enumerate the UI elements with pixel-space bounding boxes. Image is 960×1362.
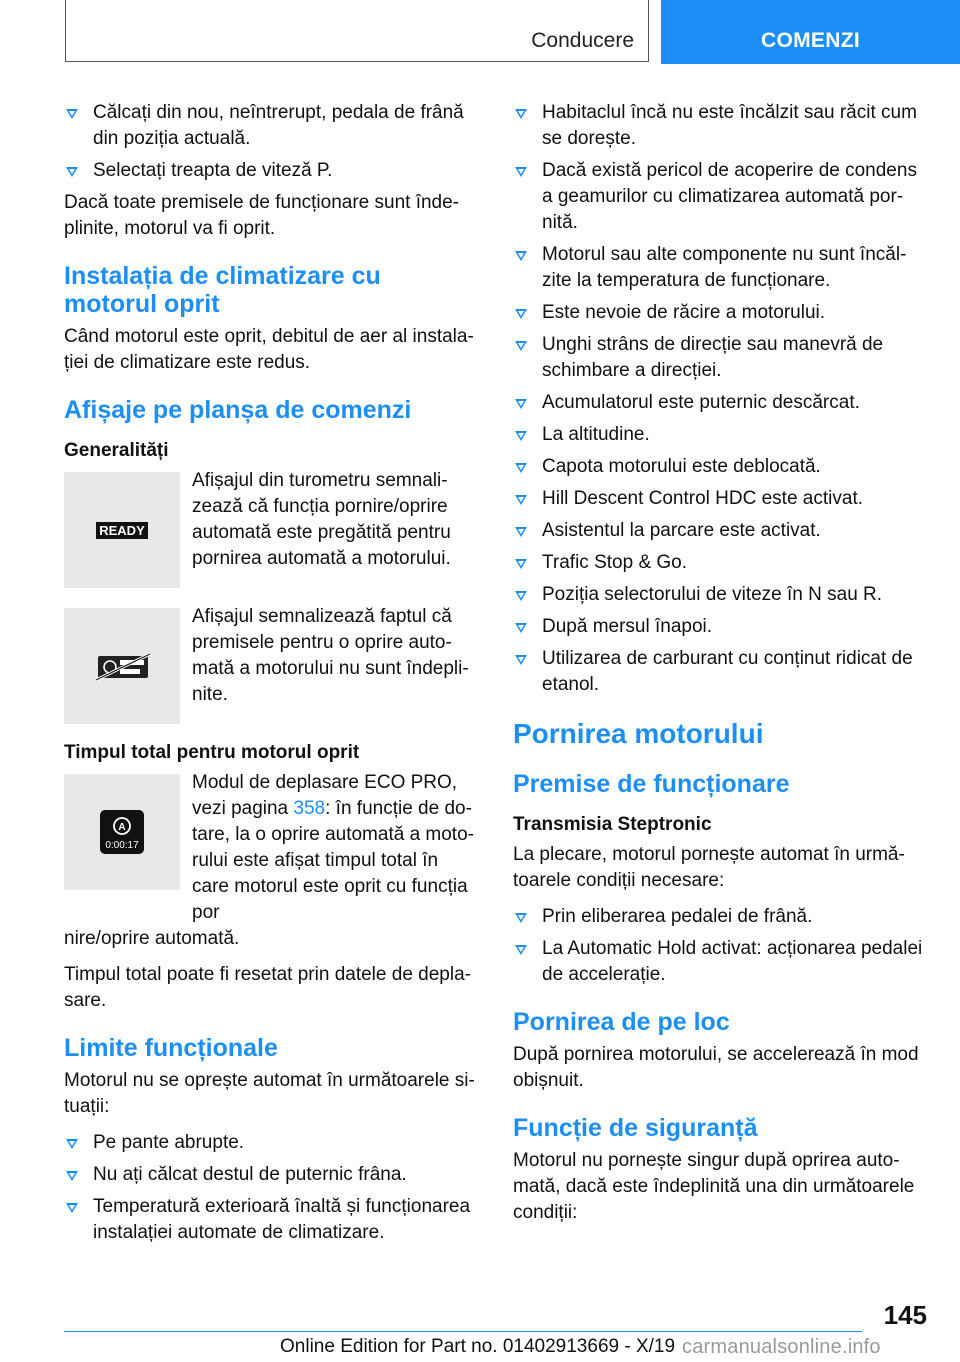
heading-steptronic: Transmisia Steptronic — [513, 814, 712, 835]
triangle-bullet-icon — [515, 251, 527, 261]
page-header — [0, 0, 960, 66]
svg-text:A: A — [118, 822, 126, 833]
triangle-bullet-icon — [515, 167, 527, 177]
display-not-ready-text: Afișajul semnalizează faptul că premisele pentru o oprire automată a motorului nu sunt îndeplinite. — [192, 606, 469, 705]
list-item: Habitaclul încă nu este încălzit sau răcit cum se dorește. — [513, 100, 929, 152]
display-not-ready — [64, 604, 478, 722]
bullet-list-limits-left — [64, 1130, 478, 1246]
ready-indicator-image — [64, 472, 180, 588]
list-item: Poziția selectorului de viteze în N sau R. — [513, 582, 929, 608]
footer-watermark: carmanualsonline.info — [682, 1336, 881, 1358]
list-item: Este nevoie de răcire a motorului. — [513, 300, 929, 326]
triangle-bullet-icon — [66, 1139, 78, 1149]
heading-climate: Instalația de climatizare cu motorul oprit — [64, 262, 381, 318]
list-item: Prin eliberarea pedalei de frână. — [513, 904, 929, 930]
bullet-list-steptronic — [513, 904, 929, 988]
list-item: Capota motorului este deblocată. — [513, 454, 929, 480]
heading-safety: Funcție de siguranță — [513, 1114, 758, 1142]
list-item: Trafic Stop & Go. — [513, 550, 929, 576]
triangle-bullet-icon — [66, 109, 78, 119]
display-total-time-text: Modul de deplasare ECO PRO, vezi pagina 358: în funcție de dotare, la o oprire automată a motorului este afișat timpul total în care motorul este oprit cu funcția por — [192, 772, 474, 923]
paragraph-climate: Când motorul este oprit, debitul de aer al instalației de climatizare este redus. — [64, 326, 474, 373]
triangle-bullet-icon — [515, 495, 527, 505]
display-ready-text: Afișajul din turometru semnalizează că funcția pornire/oprire automată este pregătită pentru pornirea automată a motorului. — [192, 470, 451, 569]
list-item: La altitudine. — [513, 422, 929, 448]
paragraph-safety: Motorul nu pornește singur după oprirea automată, dacă este îndeplinită una din următoarele condiții: — [513, 1150, 915, 1223]
triangle-bullet-icon — [66, 1171, 78, 1181]
list-item: Utilizarea de carburant cu conținut ridicat de etanol. — [513, 646, 929, 698]
list-item: Temperatură exterioară înaltă și funcționarea instalației automate de climatizare. — [64, 1194, 478, 1246]
triangle-bullet-icon — [515, 399, 527, 409]
list-item: După mersul înapoi. — [513, 614, 929, 640]
triangle-bullet-icon — [515, 109, 527, 119]
stop-timer-value: 0:00:17 — [105, 840, 139, 851]
heading-general: Generalități — [64, 440, 169, 461]
list-item: Selectați treapta de viteză P. — [64, 158, 478, 184]
triangle-bullet-icon — [66, 167, 78, 177]
list-item: Călcați din nou, neîntrerupt, pedala de frână din poziția actuală. — [64, 100, 478, 152]
page-number: 145 — [883, 1300, 927, 1330]
list-item: Nu ați călcat destul de puternic frâna. — [64, 1162, 478, 1188]
heading-engine-start: Pornirea motorului — [513, 718, 764, 749]
list-item: Motorul sau alte componente nu sunt încălzite la temperatura de funcționare. — [513, 242, 929, 294]
list-item: La Automatic Hold activat: acționarea pedalei de accelerație. — [513, 936, 929, 988]
triangle-bullet-icon — [515, 655, 527, 665]
heading-total-time: Timpul total pentru motorul oprit — [64, 742, 360, 763]
footer-divider — [64, 1331, 862, 1332]
left-column — [64, 100, 478, 1252]
triangle-bullet-icon — [515, 431, 527, 441]
heading-premises: Premise de funcționare — [513, 770, 790, 798]
footer-edition: Online Edition for Part no. 01402913669 - X/19 — [280, 1336, 676, 1357]
paragraph-reset: Timpul total poate fi resetat prin datele de deplasare. — [64, 964, 471, 1011]
bullet-list-brake — [64, 100, 478, 184]
section-tab — [65, 0, 649, 62]
auto-start-stop-off-icon — [64, 608, 180, 724]
stop-timer-icon — [64, 774, 180, 890]
heading-pull-off: Pornirea de pe loc — [513, 1008, 730, 1036]
triangle-bullet-icon — [515, 623, 527, 633]
ready-label: READY — [99, 523, 145, 538]
list-item: Unghi strâns de direcție sau manevră de schimbare a direcției. — [513, 332, 929, 384]
triangle-bullet-icon — [66, 1203, 78, 1213]
triangle-bullet-icon — [515, 591, 527, 601]
triangle-bullet-icon — [515, 341, 527, 351]
list-item: Hill Descent Control HDC este activat. — [513, 486, 929, 512]
bullet-list-limits-right — [513, 100, 929, 698]
display-total-time-text-cont: nire/oprire automată. — [64, 928, 240, 949]
paragraph-steptronic: La plecare, motorul pornește automat în următoarele condiții necesare: — [513, 844, 905, 891]
page-link-358[interactable]: 358 — [293, 798, 326, 819]
paragraph-limits: Motorul nu se oprește automat în următoarele situații: — [64, 1070, 475, 1117]
list-item: Acumulatorul este puternic descărcat. — [513, 390, 929, 416]
triangle-bullet-icon — [515, 913, 527, 923]
list-item: Dacă există pericol de acoperire de condens a geamurilor cu climatizarea automată pornită. — [513, 158, 929, 236]
triangle-bullet-icon — [515, 463, 527, 473]
list-item: Pe pante abrupte. — [64, 1130, 478, 1156]
triangle-bullet-icon — [515, 309, 527, 319]
triangle-bullet-icon — [515, 945, 527, 955]
heading-displays: Afișaje pe planșa de comenzi — [64, 396, 412, 424]
display-ready — [64, 468, 478, 586]
section-title: Conducere — [531, 29, 634, 52]
heading-limits: Limite funcționale — [64, 1034, 278, 1062]
triangle-bullet-icon — [515, 559, 527, 569]
paragraph-pull-off: După pornirea motorului, se accelerează în mod obișnuit. — [513, 1044, 919, 1091]
triangle-bullet-icon — [515, 527, 527, 537]
display-total-time — [64, 770, 478, 952]
chapter-tab[interactable]: COMENZI — [661, 0, 960, 64]
list-item: Asistentul la parcare este activat. — [513, 518, 929, 544]
paragraph-conditions: Dacă toate premisele de funcționare sunt îndeplinite, motorul va fi oprit. — [64, 192, 460, 239]
right-column — [513, 100, 929, 1236]
